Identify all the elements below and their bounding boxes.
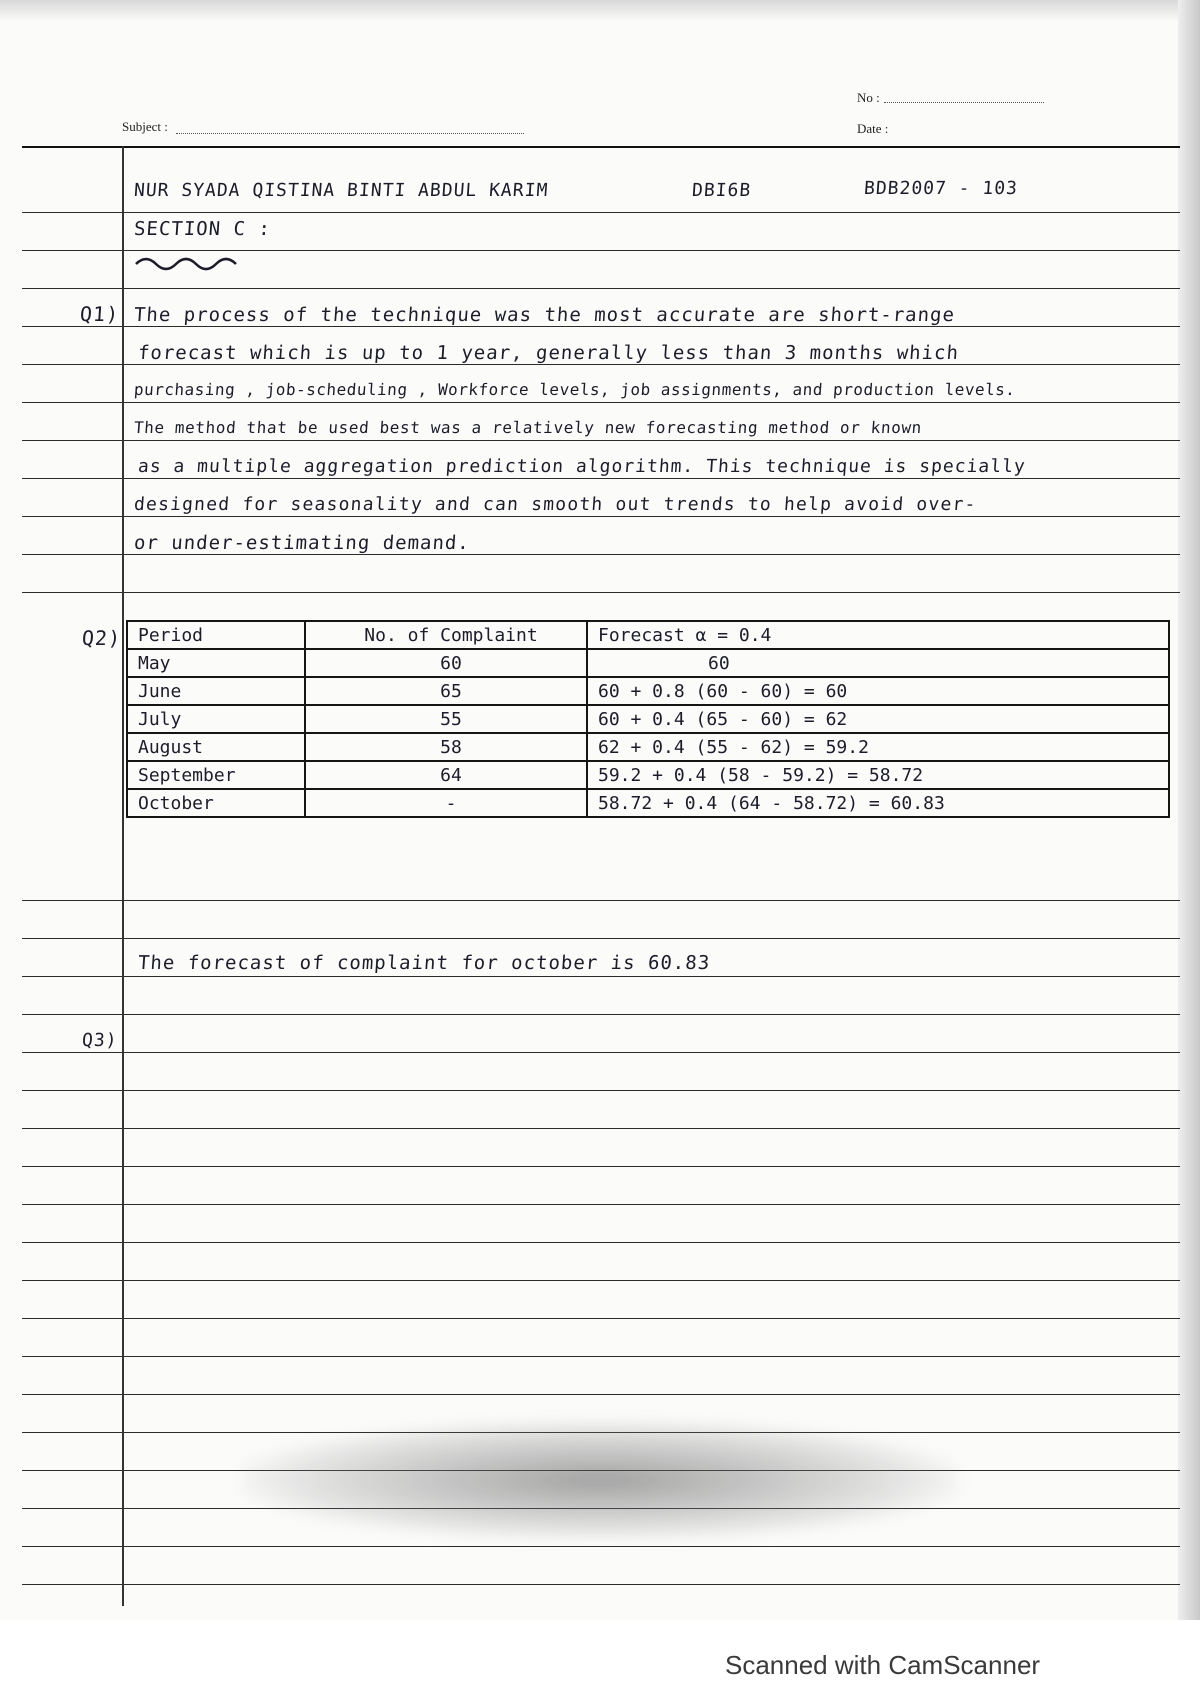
cell-period: August <box>127 733 305 761</box>
blurred-region <box>240 1420 960 1540</box>
ruled-line <box>22 1166 1180 1167</box>
cell-forecast: 60 <box>587 649 1169 677</box>
subject-dotted-line <box>176 133 524 134</box>
cell-complaints: 60 <box>305 649 587 677</box>
ruled-line <box>22 1356 1180 1357</box>
ruled-line <box>22 1242 1180 1243</box>
table-row <box>127 649 1169 677</box>
q2-label: Q2) <box>81 626 122 650</box>
cell-forecast: 59.2 + 0.4 (58 - 59.2) = 58.72 <box>587 761 1169 789</box>
table-row <box>127 677 1169 705</box>
q2-conclusion: The forecast of complaint for october is 60.83 <box>137 952 711 974</box>
group-code: DBI6B <box>691 180 752 201</box>
underline-squiggle <box>134 252 244 272</box>
ruled-line <box>22 1394 1180 1395</box>
cell-forecast: 62 + 0.4 (55 - 62) = 59.2 <box>587 733 1169 761</box>
ruled-line <box>22 976 1180 977</box>
q1-answer-line: as a multiple aggregation prediction algorithm. This technique is specially <box>137 456 1027 477</box>
cell-complaints: 65 <box>305 677 587 705</box>
q3-label: Q3) <box>81 1030 119 1051</box>
cell-forecast: 58.72 + 0.4 (64 - 58.72) = 60.83 <box>587 789 1169 817</box>
cell-period: June <box>127 677 305 705</box>
cell-complaints: 55 <box>305 705 587 733</box>
ruled-line <box>22 1546 1180 1547</box>
scanner-watermark: Scanned with CamScanner <box>725 1650 1041 1680</box>
cell-forecast: 60 + 0.4 (65 - 60) = 62 <box>587 705 1169 733</box>
cell-forecast: 60 + 0.8 (60 - 60) = 60 <box>587 677 1169 705</box>
q1-answer-line: or under-estimating demand. <box>133 532 471 554</box>
table-row <box>127 789 1169 817</box>
section-title: SECTION C : <box>133 218 272 240</box>
ruled-line <box>22 402 1180 403</box>
cell-period: October <box>127 789 305 817</box>
ruled-line <box>22 554 1180 555</box>
ruled-line <box>22 1204 1180 1205</box>
q1-answer-line: The process of the technique was the most accurate are short-range <box>133 304 956 326</box>
ruled-line <box>22 592 1180 593</box>
ruled-line <box>22 1128 1180 1129</box>
table-row <box>127 761 1169 789</box>
page-edge-shadow <box>1178 0 1200 1620</box>
ruled-line <box>22 900 1180 901</box>
ruled-line <box>22 1014 1180 1015</box>
forecast-table <box>126 620 1170 818</box>
header-forecast: Forecast α = 0.4 <box>587 621 1169 649</box>
header-complaints: No. of Complaint <box>305 621 587 649</box>
ruled-line <box>22 938 1180 939</box>
ruled-line <box>22 1090 1180 1091</box>
ruled-line <box>22 516 1180 517</box>
header-period: Period <box>127 621 305 649</box>
q1-label: Q1) <box>79 302 120 326</box>
cell-period: September <box>127 761 305 789</box>
date-label: Date : <box>857 121 889 136</box>
ruled-line <box>22 250 1180 251</box>
header-rule <box>22 146 1180 148</box>
ruled-line <box>22 1052 1180 1053</box>
cell-complaints: - <box>305 789 587 817</box>
ruled-line <box>22 1280 1180 1281</box>
ruled-line <box>22 288 1180 289</box>
cell-period: May <box>127 649 305 677</box>
margin-line <box>122 146 124 1606</box>
ruled-line <box>22 478 1180 479</box>
scan-shadow <box>0 0 1180 22</box>
cell-period: July <box>127 705 305 733</box>
table-header-row <box>127 621 1169 649</box>
ruled-line <box>22 1584 1180 1585</box>
cell-complaints: 58 <box>305 733 587 761</box>
student-name: NUR SYADA QISTINA BINTI ABDUL KARIM <box>133 180 550 201</box>
subject-label: Subject : <box>122 119 168 134</box>
q1-answer-line: forecast which is up to 1 year, generally less than 3 months which <box>137 342 960 364</box>
q1-answer-line: designed for seasonality and can smooth out trends to help avoid over- <box>133 494 978 515</box>
table-row <box>127 733 1169 761</box>
table-row <box>127 705 1169 733</box>
no-dotted-line <box>884 102 1044 103</box>
no-label: No : <box>857 90 880 105</box>
cell-complaints: 64 <box>305 761 587 789</box>
ruled-line <box>22 212 1180 213</box>
ruled-line <box>22 364 1180 365</box>
q1-answer-line: The method that be used best was a relatively new forecasting method or known <box>133 418 923 437</box>
course-code: BDB2007 - 103 <box>863 178 1019 199</box>
q1-answer-line: purchasing , job-scheduling , Workforce levels, job assignments, and production levels. <box>133 380 1017 399</box>
ruled-line <box>22 440 1180 441</box>
ruled-line <box>22 1318 1180 1319</box>
ruled-line <box>22 326 1180 327</box>
